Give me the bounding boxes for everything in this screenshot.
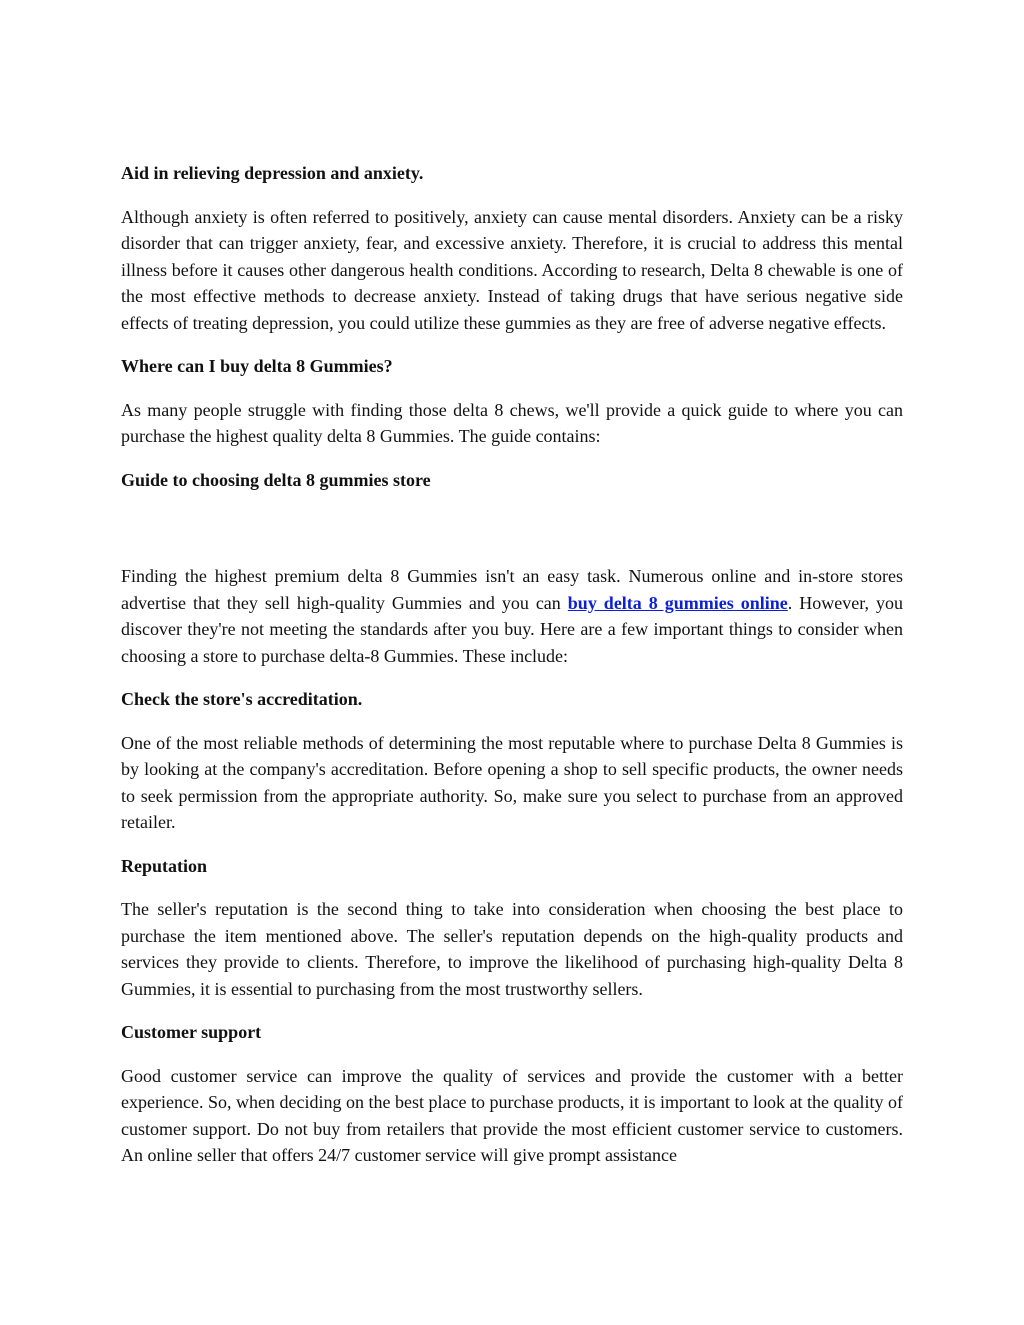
section-heading-customer-support: Customer support [121, 1022, 262, 1042]
section-heading-where-to-buy: Where can I buy delta 8 Gummies? [121, 356, 393, 376]
section-heading-guide: Guide to choosing delta 8 gummies store [121, 469, 431, 490]
finding-text-before-link: Finding the highest premium delta 8 Gummies isn't an easy task. Numerous online and in-store stores advertise that they sell high-quality Gummies and you can [121, 566, 903, 613]
section-paragraph-customer-support: Good customer service can improve the quality of services and provide the customer with a better experience. So, when deciding on the best place to purchase products, it is important to look at the quality of customer support. Do not buy from retailers that provide the most efficient customer service to customers. An online seller that offers 24/7 customer service will give prompt assistance [121, 1065, 903, 1165]
section-paragraph-accreditation: One of the most reliable methods of determining the most reputable where to purchase Delta 8 Gummies is by looking at the company's accreditation. Before opening a shop to sell specific products, the owner needs to seek permission from the appropriate authority. So, make sure you select to purchase from an approved retailer. [121, 732, 903, 832]
blank-spacer [121, 510, 903, 563]
section-heading-anxiety: Aid in relieving depression and anxiety. [121, 163, 424, 183]
section-heading-accreditation: Check the store's accreditation. [121, 689, 363, 709]
section-paragraph-reputation: The seller's reputation is the second thing to take into consideration when choosing the best place to purchase the item mentioned above. The seller's reputation depends on the high-quality products and services they provide to clients. Therefore, to improve the likelihood of purchasing high-quality Delta 8 Gummies, it is essential to purchasing from the most trustworthy sellers. [121, 899, 903, 999]
section-heading-reputation: Reputation [121, 855, 208, 876]
section-paragraph-where-to-buy: As many people struggle with finding those delta 8 chews, we'll provide a quick guide to where you can purchase the highest quality delta 8 Gummies. The guide contains: [121, 399, 903, 446]
finding-text-after-link: . However, you discover they're not meeting the standards after you buy. Here are a few important things to consider when choosing a store to purchase delta-8 Gummies. These include: [121, 592, 904, 666]
finding-paragraph [121, 563, 903, 669]
section-paragraph-anxiety: Although anxiety is often referred to positively, anxiety can cause mental disorders. Anxiety can be a risky disorder that can trigger anxiety, fear, and excessive anxiety. Therefore, it is crucial to address this mental illness before it causes other dangerous health conditions. According to research, Delta 8 chewable is one of the most effective methods to decrease anxiety. Instead of taking drugs that have serious negative side effects of treating depression, you could utilize these gummies as they are free of adverse negative effects. [121, 206, 903, 333]
document-page [121, 160, 903, 1186]
buy-delta-8-gummies-link[interactable]: buy delta 8 gummies online [567, 592, 788, 613]
